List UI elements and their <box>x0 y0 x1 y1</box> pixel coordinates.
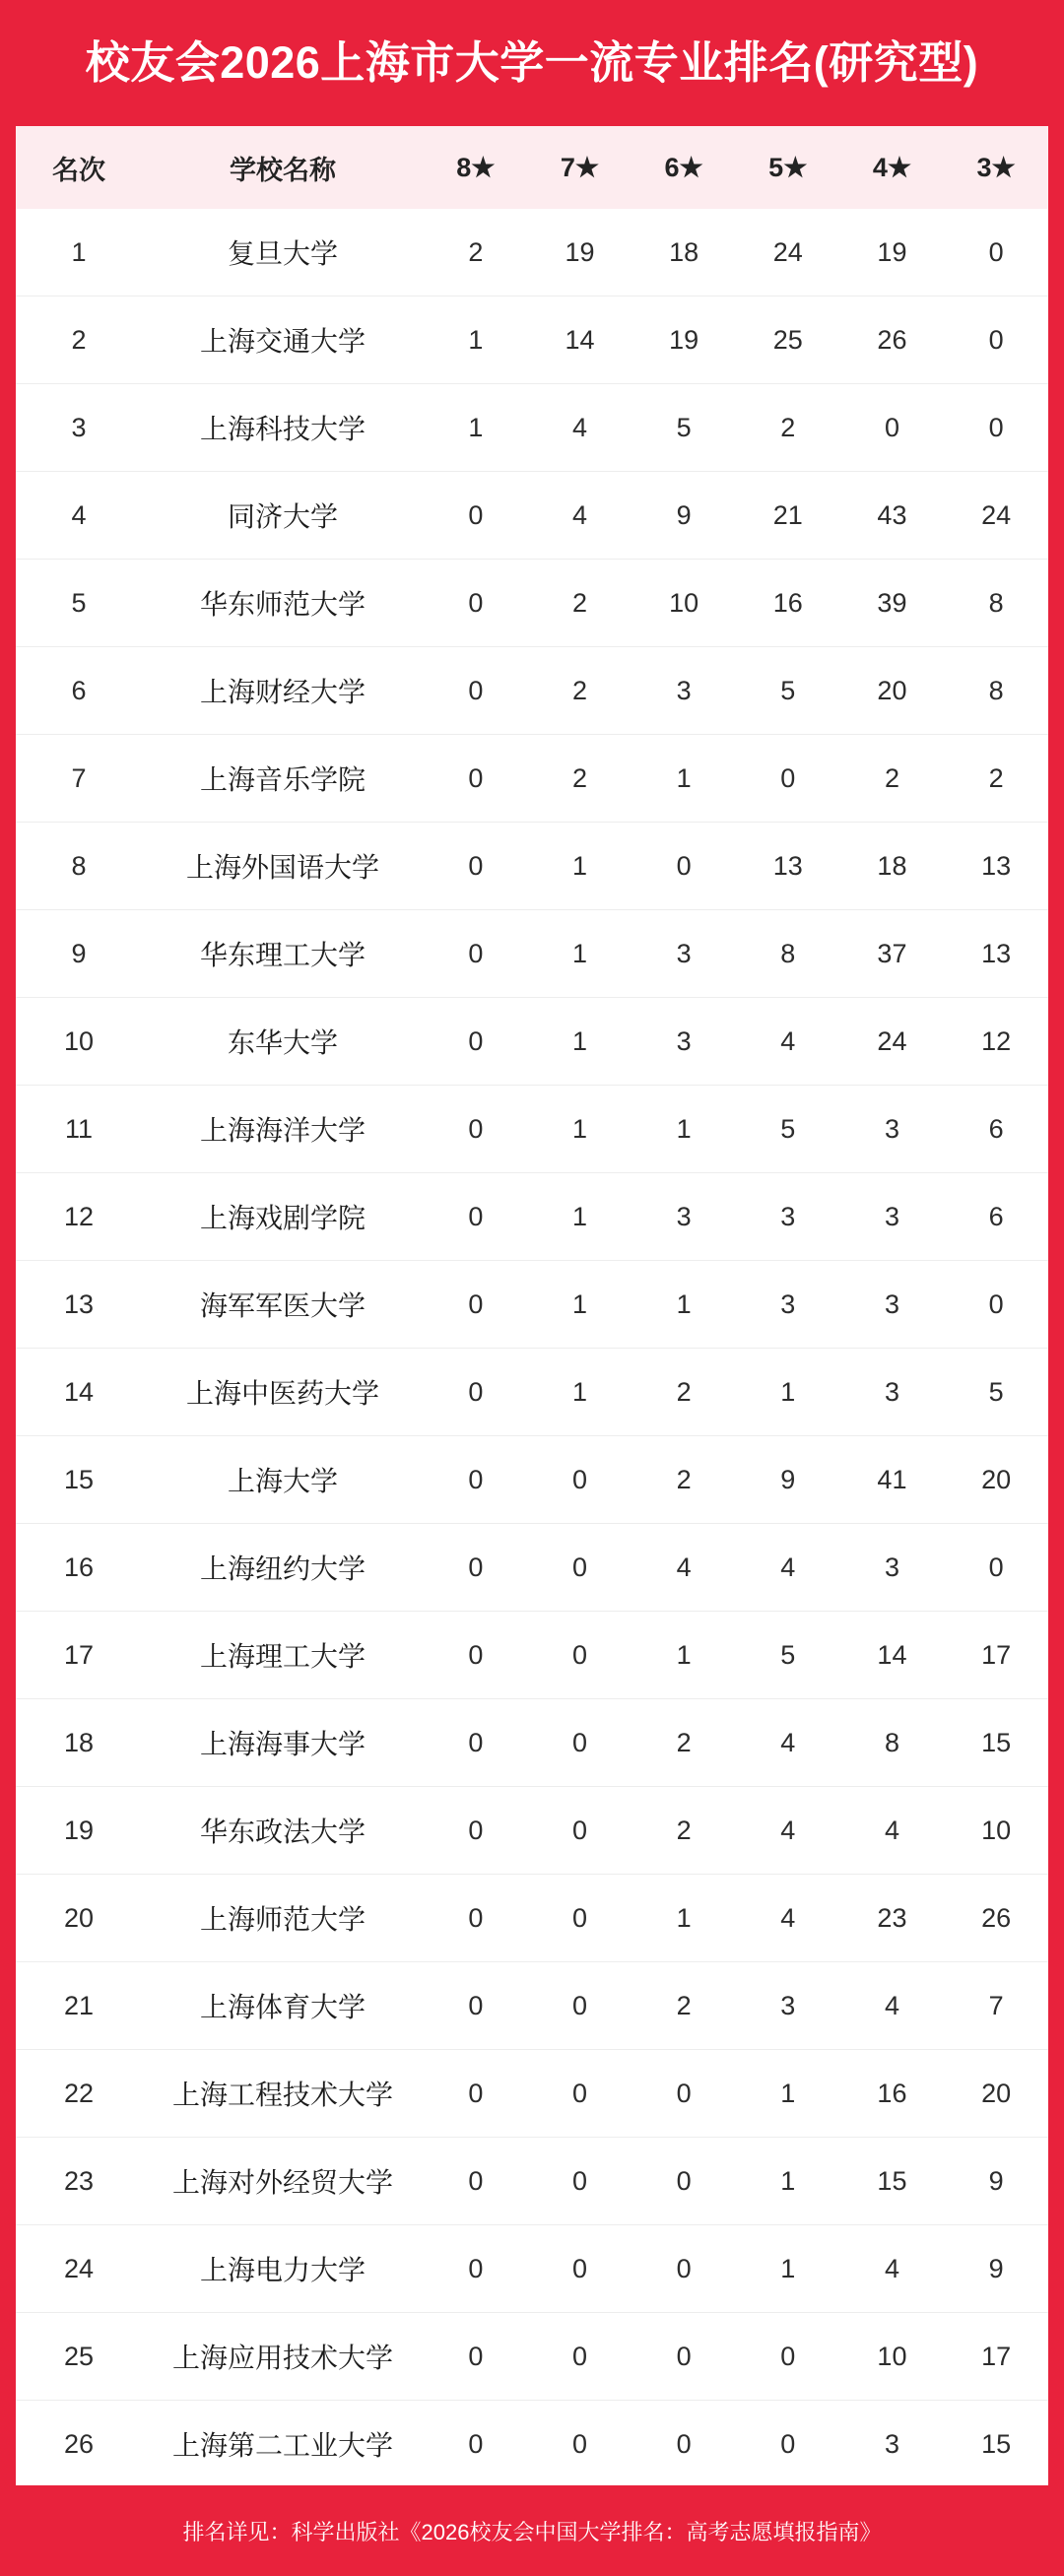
cell-star-2: 9 <box>944 2138 1048 2225</box>
cell-star-3: 10 <box>840 2313 945 2401</box>
cell-star-7: 0 <box>424 998 528 1086</box>
cell-star-3: 19 <box>840 209 945 297</box>
column-header-2: 8★ <box>456 152 496 182</box>
table-row <box>16 2313 1048 2401</box>
table-row <box>16 1261 1048 1349</box>
cell-star-3: 3 <box>840 1173 945 1261</box>
table-header <box>16 126 1048 209</box>
column-header-1: 学校名称 <box>230 155 336 185</box>
cell-star-6: 0 <box>528 2225 632 2313</box>
cell-star-2: 5 <box>944 1349 1048 1436</box>
cell-university-name: 华东政法大学 <box>142 1787 424 1875</box>
cell-rank: 9 <box>16 910 142 998</box>
cell-star-4: 4 <box>736 1699 840 1787</box>
cell-star-6: 4 <box>528 384 632 472</box>
cell-star-2: 20 <box>944 1436 1048 1524</box>
cell-star-2: 15 <box>944 1699 1048 1787</box>
cell-star-3: 2 <box>840 735 945 823</box>
cell-star-2: 6 <box>944 1086 1048 1173</box>
page-header <box>16 0 1048 126</box>
cell-star-6: 0 <box>528 2313 632 2401</box>
cell-rank: 24 <box>16 2225 142 2313</box>
cell-star-2: 0 <box>944 1524 1048 1612</box>
cell-university-name: 东华大学 <box>142 998 424 1086</box>
cell-star-6: 2 <box>528 647 632 735</box>
cell-university-name: 上海戏剧学院 <box>142 1173 424 1261</box>
cell-star-6: 1 <box>528 1173 632 1261</box>
cell-star-6: 1 <box>528 823 632 910</box>
cell-star-5: 1 <box>632 1086 736 1173</box>
cell-rank: 25 <box>16 2313 142 2401</box>
page-footer <box>16 2485 1048 2576</box>
table-row <box>16 560 1048 647</box>
cell-star-2: 9 <box>944 2225 1048 2313</box>
cell-star-4: 5 <box>736 1612 840 1699</box>
cell-star-6: 1 <box>528 1349 632 1436</box>
cell-star-4: 0 <box>736 2401 840 2486</box>
cell-star-5: 1 <box>632 735 736 823</box>
cell-star-4: 4 <box>736 1524 840 1612</box>
cell-star-4: 4 <box>736 998 840 1086</box>
cell-star-7: 0 <box>424 1436 528 1524</box>
cell-star-3: 0 <box>840 384 945 472</box>
cell-star-4: 4 <box>736 1787 840 1875</box>
cell-star-4: 0 <box>736 2313 840 2401</box>
cell-star-7: 0 <box>424 1699 528 1787</box>
cell-star-2: 17 <box>944 2313 1048 2401</box>
cell-star-3: 14 <box>840 1612 945 1699</box>
cell-star-7: 0 <box>424 1086 528 1173</box>
cell-rank: 16 <box>16 1524 142 1612</box>
cell-university-name: 上海中医药大学 <box>142 1349 424 1436</box>
cell-star-6: 1 <box>528 1086 632 1173</box>
cell-star-5: 18 <box>632 209 736 297</box>
cell-star-4: 25 <box>736 297 840 384</box>
cell-star-6: 19 <box>528 209 632 297</box>
table-row <box>16 735 1048 823</box>
table-row <box>16 823 1048 910</box>
cell-star-7: 0 <box>424 1875 528 1962</box>
cell-star-7: 0 <box>424 2225 528 2313</box>
cell-rank: 7 <box>16 735 142 823</box>
cell-star-3: 15 <box>840 2138 945 2225</box>
cell-rank: 11 <box>16 1086 142 1173</box>
cell-star-5: 3 <box>632 1173 736 1261</box>
cell-star-3: 18 <box>840 823 945 910</box>
cell-star-6: 0 <box>528 2050 632 2138</box>
cell-university-name: 华东理工大学 <box>142 910 424 998</box>
cell-star-6: 0 <box>528 1787 632 1875</box>
cell-star-4: 16 <box>736 560 840 647</box>
cell-star-7: 0 <box>424 1612 528 1699</box>
footer-note: 排名详见：科学出版社《2026校友会中国大学排名：高考志愿填报指南》 <box>182 2519 882 2544</box>
cell-star-2: 7 <box>944 1962 1048 2050</box>
cell-star-7: 0 <box>424 823 528 910</box>
table-row <box>16 1524 1048 1612</box>
cell-rank: 17 <box>16 1612 142 1699</box>
cell-star-3: 4 <box>840 1787 945 1875</box>
cell-rank: 22 <box>16 2050 142 2138</box>
column-header-7: 3★ <box>976 152 1016 182</box>
column-header-6: 4★ <box>872 152 912 182</box>
cell-rank: 18 <box>16 1699 142 1787</box>
cell-star-4: 3 <box>736 1261 840 1349</box>
cell-star-3: 39 <box>840 560 945 647</box>
cell-star-3: 8 <box>840 1699 945 1787</box>
cell-star-2: 0 <box>944 384 1048 472</box>
cell-star-3: 3 <box>840 1349 945 1436</box>
table-row <box>16 1436 1048 1524</box>
cell-star-5: 5 <box>632 384 736 472</box>
cell-rank: 8 <box>16 823 142 910</box>
cell-star-5: 0 <box>632 2225 736 2313</box>
cell-star-2: 8 <box>944 647 1048 735</box>
cell-star-5: 19 <box>632 297 736 384</box>
cell-star-6: 0 <box>528 1875 632 1962</box>
table-row <box>16 209 1048 297</box>
cell-star-7: 0 <box>424 1524 528 1612</box>
cell-university-name: 上海科技大学 <box>142 384 424 472</box>
cell-star-7: 0 <box>424 1349 528 1436</box>
cell-star-2: 20 <box>944 2050 1048 2138</box>
cell-star-5: 1 <box>632 1875 736 1962</box>
cell-star-7: 0 <box>424 647 528 735</box>
table-row <box>16 2401 1048 2486</box>
table-header-row <box>16 126 1048 209</box>
cell-star-3: 4 <box>840 1962 945 2050</box>
cell-star-3: 23 <box>840 1875 945 1962</box>
cell-university-name: 华东师范大学 <box>142 560 424 647</box>
cell-star-6: 0 <box>528 1962 632 2050</box>
cell-star-5: 0 <box>632 2313 736 2401</box>
cell-university-name: 同济大学 <box>142 472 424 560</box>
cell-star-2: 13 <box>944 910 1048 998</box>
table-row <box>16 472 1048 560</box>
cell-star-2: 0 <box>944 209 1048 297</box>
cell-star-2: 0 <box>944 297 1048 384</box>
cell-star-2: 13 <box>944 823 1048 910</box>
cell-star-4: 3 <box>736 1962 840 2050</box>
cell-star-6: 2 <box>528 560 632 647</box>
cell-star-7: 2 <box>424 209 528 297</box>
cell-university-name: 上海大学 <box>142 1436 424 1524</box>
cell-university-name: 上海理工大学 <box>142 1612 424 1699</box>
cell-star-3: 43 <box>840 472 945 560</box>
cell-star-3: 3 <box>840 1524 945 1612</box>
cell-star-6: 2 <box>528 735 632 823</box>
cell-star-5: 2 <box>632 1962 736 2050</box>
column-header-3: 7★ <box>560 152 600 182</box>
cell-star-3: 41 <box>840 1436 945 1524</box>
page-title: 校友会2026上海市大学一流专业排名(研究型) <box>85 37 979 88</box>
cell-star-3: 3 <box>840 1261 945 1349</box>
cell-university-name: 复旦大学 <box>142 209 424 297</box>
cell-star-7: 1 <box>424 384 528 472</box>
cell-star-5: 9 <box>632 472 736 560</box>
table-row <box>16 1787 1048 1875</box>
cell-star-7: 0 <box>424 1962 528 2050</box>
cell-star-3: 20 <box>840 647 945 735</box>
cell-star-3: 24 <box>840 998 945 1086</box>
cell-university-name: 上海电力大学 <box>142 2225 424 2313</box>
cell-star-7: 0 <box>424 1261 528 1349</box>
cell-star-5: 0 <box>632 2138 736 2225</box>
cell-star-4: 5 <box>736 647 840 735</box>
column-header-5: 5★ <box>768 152 808 182</box>
cell-university-name: 上海海事大学 <box>142 1699 424 1787</box>
table-row <box>16 1875 1048 1962</box>
cell-star-4: 9 <box>736 1436 840 1524</box>
column-header-4: 6★ <box>664 152 703 182</box>
cell-star-2: 0 <box>944 1261 1048 1349</box>
cell-star-2: 10 <box>944 1787 1048 1875</box>
cell-star-5: 2 <box>632 1699 736 1787</box>
cell-star-7: 0 <box>424 2401 528 2486</box>
cell-star-6: 1 <box>528 910 632 998</box>
cell-star-3: 4 <box>840 2225 945 2313</box>
cell-star-4: 1 <box>736 1349 840 1436</box>
cell-university-name: 上海对外经贸大学 <box>142 2138 424 2225</box>
cell-rank: 4 <box>16 472 142 560</box>
cell-star-4: 3 <box>736 1173 840 1261</box>
cell-star-5: 3 <box>632 647 736 735</box>
cell-star-4: 2 <box>736 384 840 472</box>
table-row <box>16 1349 1048 1436</box>
cell-university-name: 上海音乐学院 <box>142 735 424 823</box>
cell-star-5: 3 <box>632 910 736 998</box>
cell-rank: 19 <box>16 1787 142 1875</box>
cell-star-6: 0 <box>528 2138 632 2225</box>
cell-star-7: 0 <box>424 910 528 998</box>
cell-university-name: 上海师范大学 <box>142 1875 424 1962</box>
cell-rank: 12 <box>16 1173 142 1261</box>
cell-university-name: 上海第二工业大学 <box>142 2401 424 2486</box>
cell-star-2: 15 <box>944 2401 1048 2486</box>
table-row <box>16 1173 1048 1261</box>
ranking-table-container <box>16 126 1048 2485</box>
column-header-0: 名次 <box>52 155 105 185</box>
cell-star-6: 14 <box>528 297 632 384</box>
table-row <box>16 1699 1048 1787</box>
cell-star-7: 1 <box>424 297 528 384</box>
cell-star-7: 0 <box>424 472 528 560</box>
cell-star-4: 13 <box>736 823 840 910</box>
cell-star-4: 0 <box>736 735 840 823</box>
cell-star-4: 4 <box>736 1875 840 1962</box>
cell-star-7: 0 <box>424 2313 528 2401</box>
cell-university-name: 上海海洋大学 <box>142 1086 424 1173</box>
cell-star-7: 0 <box>424 2138 528 2225</box>
cell-star-2: 2 <box>944 735 1048 823</box>
cell-rank: 10 <box>16 998 142 1086</box>
cell-star-3: 26 <box>840 297 945 384</box>
cell-rank: 15 <box>16 1436 142 1524</box>
cell-rank: 6 <box>16 647 142 735</box>
cell-star-2: 26 <box>944 1875 1048 1962</box>
cell-star-5: 10 <box>632 560 736 647</box>
cell-star-3: 37 <box>840 910 945 998</box>
table-row <box>16 2225 1048 2313</box>
cell-star-2: 8 <box>944 560 1048 647</box>
cell-university-name: 海军军医大学 <box>142 1261 424 1349</box>
cell-rank: 2 <box>16 297 142 384</box>
cell-star-5: 0 <box>632 823 736 910</box>
cell-star-2: 17 <box>944 1612 1048 1699</box>
table-row <box>16 2050 1048 2138</box>
cell-university-name: 上海纽约大学 <box>142 1524 424 1612</box>
cell-star-2: 6 <box>944 1173 1048 1261</box>
table-body <box>16 209 1048 2485</box>
table-row <box>16 384 1048 472</box>
cell-star-4: 1 <box>736 2225 840 2313</box>
table-row <box>16 910 1048 998</box>
cell-star-6: 4 <box>528 472 632 560</box>
cell-university-name: 上海工程技术大学 <box>142 2050 424 2138</box>
cell-star-5: 2 <box>632 1349 736 1436</box>
cell-star-7: 0 <box>424 1173 528 1261</box>
cell-university-name: 上海体育大学 <box>142 1962 424 2050</box>
cell-star-3: 3 <box>840 2401 945 2486</box>
cell-rank: 3 <box>16 384 142 472</box>
cell-star-6: 0 <box>528 2401 632 2486</box>
cell-rank: 13 <box>16 1261 142 1349</box>
cell-star-4: 24 <box>736 209 840 297</box>
table-row <box>16 1086 1048 1173</box>
cell-star-5: 1 <box>632 1612 736 1699</box>
cell-star-3: 16 <box>840 2050 945 2138</box>
cell-rank: 14 <box>16 1349 142 1436</box>
table-row <box>16 297 1048 384</box>
cell-star-5: 1 <box>632 1261 736 1349</box>
cell-star-6: 1 <box>528 998 632 1086</box>
table-row <box>16 1612 1048 1699</box>
cell-star-5: 4 <box>632 1524 736 1612</box>
cell-rank: 21 <box>16 1962 142 2050</box>
table-row <box>16 647 1048 735</box>
cell-star-4: 5 <box>736 1086 840 1173</box>
cell-star-5: 0 <box>632 2401 736 2486</box>
cell-university-name: 上海外国语大学 <box>142 823 424 910</box>
cell-rank: 1 <box>16 209 142 297</box>
cell-star-3: 3 <box>840 1086 945 1173</box>
cell-star-4: 8 <box>736 910 840 998</box>
cell-university-name: 上海交通大学 <box>142 297 424 384</box>
table-row <box>16 2138 1048 2225</box>
cell-star-4: 21 <box>736 472 840 560</box>
ranking-table <box>16 126 1048 2485</box>
cell-star-5: 0 <box>632 2050 736 2138</box>
cell-star-5: 2 <box>632 1787 736 1875</box>
cell-star-7: 0 <box>424 2050 528 2138</box>
cell-rank: 26 <box>16 2401 142 2486</box>
cell-university-name: 上海应用技术大学 <box>142 2313 424 2401</box>
cell-star-6: 0 <box>528 1699 632 1787</box>
cell-star-5: 2 <box>632 1436 736 1524</box>
table-row <box>16 998 1048 1086</box>
cell-rank: 23 <box>16 2138 142 2225</box>
cell-university-name: 上海财经大学 <box>142 647 424 735</box>
cell-star-4: 1 <box>736 2050 840 2138</box>
cell-star-2: 24 <box>944 472 1048 560</box>
cell-rank: 5 <box>16 560 142 647</box>
cell-star-2: 12 <box>944 998 1048 1086</box>
cell-star-6: 0 <box>528 1436 632 1524</box>
cell-star-5: 3 <box>632 998 736 1086</box>
cell-star-6: 0 <box>528 1524 632 1612</box>
table-row <box>16 1962 1048 2050</box>
cell-star-7: 0 <box>424 1787 528 1875</box>
cell-star-6: 0 <box>528 1612 632 1699</box>
cell-star-6: 1 <box>528 1261 632 1349</box>
cell-star-7: 0 <box>424 735 528 823</box>
cell-rank: 20 <box>16 1875 142 1962</box>
cell-star-7: 0 <box>424 560 528 647</box>
cell-star-4: 1 <box>736 2138 840 2225</box>
